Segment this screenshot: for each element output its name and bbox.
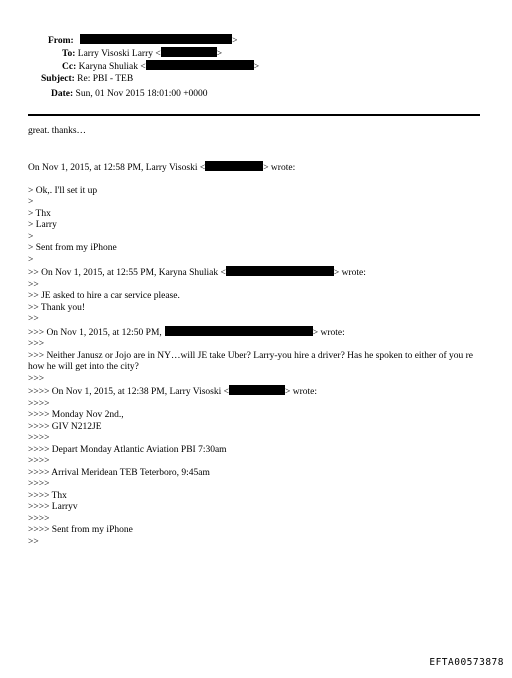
cc-suffix: >	[253, 62, 260, 72]
quote-header-suffix: > wrote:	[263, 162, 296, 173]
subject-label: Subject:	[41, 74, 75, 84]
body-line: >>>>	[28, 479, 50, 489]
body-line: >>>	[28, 339, 45, 349]
body-line: >>>>	[28, 513, 50, 524]
date-value: Sun, 01 Nov 2015 18:01:00 +0000	[75, 89, 208, 99]
body-line: >>>> Sent from my iPhone	[28, 525, 133, 535]
body-line: >>>> Arrival Meridean TEB Teterboro, 9:45am	[28, 467, 210, 478]
to-suffix: >	[216, 49, 223, 59]
body-line	[28, 161, 488, 175]
cc-label: Cc:	[62, 62, 77, 72]
quote-header-suffix: > wrote:	[333, 268, 366, 278]
body-line: >>>> Larryv	[28, 502, 78, 512]
body-line: >>>>	[28, 456, 50, 466]
body-line: great. thanks…	[28, 126, 87, 136]
to-row	[62, 47, 222, 60]
header-divider	[28, 114, 480, 116]
body-line: >> Thank you!	[28, 302, 85, 313]
body-line	[28, 326, 488, 340]
redaction-box	[205, 161, 263, 171]
body-line: > Larry	[28, 220, 57, 230]
redaction-box	[80, 34, 232, 44]
date-row	[51, 88, 208, 100]
body-line: >	[28, 197, 34, 207]
date-label: Date:	[51, 89, 74, 99]
cc-value: Karyna Shuliak <	[78, 62, 146, 72]
body-line: >	[28, 231, 34, 242]
subject-value: Re: PBI - TEB	[77, 74, 134, 84]
body-line: >	[28, 254, 34, 265]
redaction-box	[165, 326, 313, 336]
redaction-box	[146, 60, 254, 70]
quote-header-text: On Nov 1, 2015, at 12:58 PM, Larry Visoski <	[28, 162, 206, 173]
body-line: >>>> Monday Nov 2nd.,	[28, 410, 124, 420]
from-row	[48, 34, 237, 47]
body-line: >>>>	[28, 433, 50, 443]
body-line: > Ok,. I'll set it up	[28, 185, 98, 196]
body-line	[28, 385, 488, 399]
body-line: >>>>	[28, 398, 50, 409]
body-line: >>>> GIV N212JE	[28, 421, 102, 432]
quote-header-text: >>> On Nov 1, 2015, at 12:50 PM,	[28, 327, 162, 338]
quote-header-text: >>>> On Nov 1, 2015, at 12:38 PM, Larry Visoski <	[28, 387, 229, 397]
body-line: >>>> Depart Monday Atlantic Aviation PBI 7:30am	[28, 444, 227, 455]
cc-row	[62, 60, 259, 73]
body-line	[28, 266, 488, 280]
body-line: >>> Neither Janusz or Jojo are in NY…will JE take Uber? Larry-you hire a driver? Has he spoken to either of you re how he will get into the city?	[28, 350, 474, 372]
document-id: EFTA00573878	[429, 657, 504, 668]
quote-header-suffix: > wrote:	[312, 327, 345, 338]
redaction-box	[161, 47, 217, 57]
body-line: >>	[28, 279, 39, 290]
email-body	[28, 126, 488, 548]
body-line: > Thx	[28, 208, 51, 219]
subject-row	[41, 73, 133, 85]
body-line: >>>> Thx	[28, 490, 67, 501]
body-line: > Sent from my iPhone	[28, 243, 117, 253]
body-line: >>>	[28, 373, 45, 384]
body-line: >>	[28, 536, 39, 547]
redaction-box	[226, 266, 334, 276]
quote-header-text: >> On Nov 1, 2015, at 12:55 PM, Karyna Shuliak <	[28, 268, 226, 278]
to-label: To:	[62, 49, 76, 59]
from-label: From:	[48, 36, 74, 46]
body-line: >> JE asked to hire a car service please.	[28, 291, 180, 301]
to-value: Larry Visoski Larry <	[77, 49, 161, 59]
from-suffix: >	[232, 36, 238, 46]
body-line: >>	[28, 314, 39, 324]
quote-header-suffix: > wrote:	[285, 387, 318, 397]
redaction-box	[229, 385, 285, 395]
